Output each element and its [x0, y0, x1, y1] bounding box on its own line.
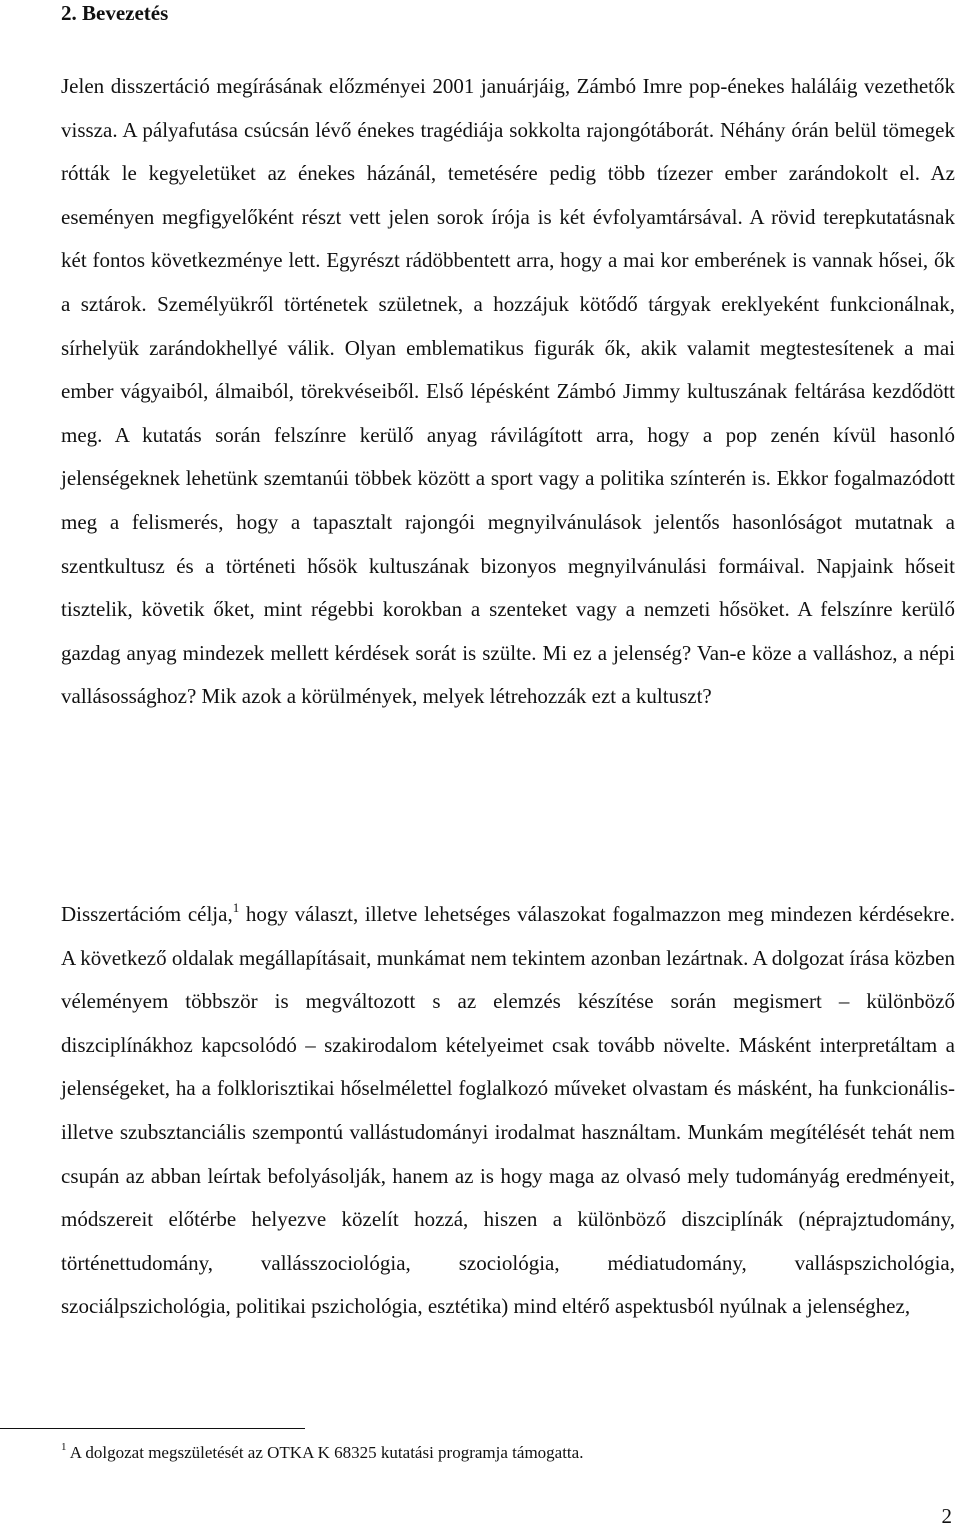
paragraph-intro: Jelen disszertáció megírásának előzményei 2001 januárjáig, Zámbó Imre pop-énekes haláláig vezethetők vissza. A pályafutása csúcsán lévő énekes tragédiája sokkolta rajongótáborát. Néhány órán belül tömegek rótták le kegyeletüket az énekes házánál, temetésére pedig több tízezer ember zarándokolt el. Az eseményen megfigyelőként részt vett jelen sorok írója is két évfolyamtársával. A rövid terepkutatásnak két fontos következménye lett. Egyrészt rádöbbentett arra, hogy a mai kor emberének is vannak hősei, ők a sztárok. Személyükről történetek születnek, a hozzájuk kötődő tárgyak ereklyeként funkcionálnak, sírhelyük zarándokhellyé válik. Olyan emblematikus figurák ők, akik valamit megtestesítenek a mai ember vágyaiból, álmaiból, törekvéseiből. Első lépésként Zámbó Jimmy kultuszának feltárása kezdődött meg. A kutatás során felszínre kerülő anyag rávilágított arra, hogy a pop zenén kívül hasonló jelenségeknek lehetünk szemtanúi többek között a sport vagy a politika színterén is. Ekkor fogalmazódott meg a felismerés, hogy a tapasztalt rajongói megnyilvánulások jelentős hasonlóságot mutatnak a szentkultusz és a történeti hősök kultuszának bizonyos megnyilvánulási formáival. Napjaink hőseit tisztelik, követik őket, mint régebbi korokban a szenteket vagy a nemzeti hősöket. A felszínre kerülő gazdag anyag mindezek mellett kérdések sorát is szülte. Mi ez a jelenség? Van-e köze a valláshoz, a népi vallásossághoz? Mik azok a körülmények, melyek létrehozzák ezt a kultuszt?	[61, 74, 955, 709]
footnote-separator	[0, 1428, 305, 1429]
footnote-number: 1	[61, 1441, 67, 1453]
paragraph-aim-start: Disszertációm célja,	[61, 902, 233, 926]
paragraph-aim	[61, 893, 955, 1329]
footnote-reference: 1	[232, 900, 240, 915]
page-number: 2	[941, 1504, 952, 1528]
footnote	[61, 1440, 583, 1466]
footnote-text: A dolgozat megszületését az OTKA K 68325 kutatási programja támogatta.	[66, 1443, 584, 1462]
paragraph-aim-rest: hogy választ, illetve lehetséges válaszokat fogalmazzon meg mindezen kérdésekre. A következő oldalak megállapításait, munkámat nem tekintem azonban lezártnak. A dolgozat írása közben véleményem többször is megváltozott s az elemzés készítése során megismert – különböző diszciplínákhoz kapcsolódó – szakirodalom kételyeimet csak tovább növelte. Másként interpretáltam a jelenségeket, ha a folklorisztikai hőselmélettel foglalkozó műveket olvastam és másként, ha funkcionális- illetve szubsztanciális szempontú vallástudományi irodalmat használtam. Munkám megítélését tehát nem csupán az abban leírtak befolyásolják, hanem az is hogy maga az olvasó mely tudományág eredményeit, módszereit előtérbe helyezve közelít hozzá, hiszen a különböző diszciplínák (néprajztudomány, történettudomány, vallásszociológia, szociológia, médiatudomány, valláspszichológia, szociálpszichológia, politikai pszichológia, esztétika) mind eltérő aspektusból nyúlnak a jelenséghez,	[61, 902, 955, 1319]
section-heading: 2. Bevezetés	[61, 1, 169, 25]
